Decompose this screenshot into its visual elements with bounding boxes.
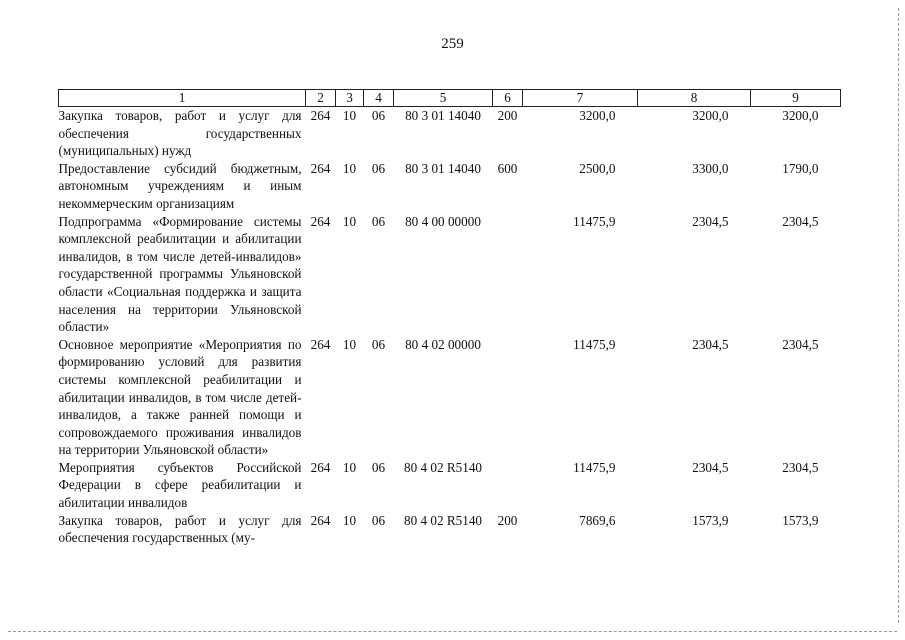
col-4-value: 06 bbox=[371, 160, 386, 176]
page-number: 259 bbox=[441, 36, 464, 52]
col-2-value: 264 bbox=[310, 459, 331, 475]
col-7-amount: 7869,6 bbox=[579, 512, 616, 528]
col-2-value: 264 bbox=[310, 512, 331, 528]
table-row bbox=[59, 160, 841, 213]
col-4-value: 06 bbox=[371, 459, 386, 475]
col-4-value: 06 bbox=[371, 336, 386, 352]
table-row bbox=[59, 459, 841, 512]
col-7-amount: 2500,0 bbox=[579, 160, 616, 176]
col-3-value: 10 bbox=[342, 108, 357, 123]
col-6-value bbox=[493, 459, 523, 512]
col-8-amount: 2304,5 bbox=[692, 459, 729, 475]
column-header: 2 bbox=[306, 90, 336, 107]
column-header: 4 bbox=[364, 90, 394, 107]
column-header: 6 bbox=[493, 90, 523, 107]
col-3-value: 10 bbox=[342, 336, 357, 352]
col-2-value: 264 bbox=[310, 108, 331, 123]
col-7-amount: 11475,9 bbox=[573, 459, 616, 475]
col-6-value: 200 bbox=[497, 512, 518, 528]
col-2-value: 264 bbox=[310, 336, 331, 352]
col-9-amount: 1790,0 bbox=[782, 160, 819, 176]
page-edge-right bbox=[897, 8, 899, 623]
col-4-value: 06 bbox=[371, 213, 386, 229]
table-row bbox=[59, 512, 841, 547]
column-header: 1 bbox=[59, 90, 306, 107]
page-edge-bottom bbox=[8, 630, 897, 632]
col-4-value: 06 bbox=[371, 108, 386, 123]
col-7-amount: 11475,9 bbox=[573, 336, 616, 352]
row-name: Мероприятия субъектов Российской Федерации в сфере реабилитации и абилитации инвалидов bbox=[58, 459, 302, 511]
budget-table bbox=[58, 89, 841, 547]
table-row bbox=[59, 213, 841, 336]
column-header: 9 bbox=[751, 90, 841, 107]
col-9-amount: 2304,5 bbox=[782, 336, 819, 352]
column-header: 7 bbox=[523, 90, 638, 107]
table-body bbox=[59, 107, 841, 547]
row-name: Закупка товаров, работ и услуг для обеспечения государственных (муниципальных) нужд bbox=[58, 108, 302, 159]
col-3-value: 10 bbox=[342, 160, 357, 176]
col-5-code: 80 3 01 14040 bbox=[405, 160, 481, 176]
row-name: Основное мероприятие «Мероприятия по формированию условий для развития системы комплексной реабилитации и абилитации инвалидов, в том числе детей-инвалидов, а также ранней помощи и сопровождаемого проживания инвалидов на территории Ульяновской области» bbox=[58, 336, 302, 458]
col-5-code: 80 4 02 R5140 bbox=[403, 512, 483, 528]
column-header: 5 bbox=[394, 90, 493, 107]
col-5-code: 80 4 02 R5140 bbox=[403, 459, 483, 475]
col-3-value: 10 bbox=[342, 512, 357, 528]
col-4-value: 06 bbox=[371, 512, 386, 528]
col-8-amount: 3300,0 bbox=[692, 160, 729, 176]
row-name: Подпрограмма «Формирование системы комплексной реабилитации и абилитации инвалидов, в том числе детей-инвалидов» государственной программы Ульяновской области «Социальная поддержка и защита населения на территории Ульяновской области» bbox=[58, 213, 302, 335]
col-9-amount: 2304,5 bbox=[782, 213, 819, 229]
col-9-amount: 2304,5 bbox=[782, 459, 819, 475]
column-header-row bbox=[59, 90, 841, 107]
col-5-code: 80 3 01 14040 bbox=[405, 108, 481, 123]
table-row bbox=[59, 107, 841, 160]
col-8-amount: 2304,5 bbox=[692, 213, 729, 229]
row-name: Закупка товаров, работ и услуг для обеспечения государственных (му- bbox=[58, 512, 302, 546]
col-8-amount: 3200,0 bbox=[692, 108, 729, 123]
col-7-amount: 3200,0 bbox=[579, 108, 616, 123]
col-3-value: 10 bbox=[342, 459, 357, 475]
col-2-value: 264 bbox=[310, 160, 331, 176]
col-6-value bbox=[493, 213, 523, 336]
col-8-amount: 2304,5 bbox=[692, 336, 729, 352]
column-header: 8 bbox=[638, 90, 751, 107]
col-6-value bbox=[493, 336, 523, 459]
col-8-amount: 1573,9 bbox=[692, 512, 729, 528]
col-7-amount: 11475,9 bbox=[573, 213, 616, 229]
row-name: Предоставление субсидий бюджетным, автономным учреждениям и иным некоммерческим организациям bbox=[58, 160, 302, 211]
col-6-value: 200 bbox=[497, 108, 518, 123]
col-5-code: 80 4 02 00000 bbox=[405, 336, 481, 352]
table-row bbox=[59, 336, 841, 459]
col-9-amount: 1573,9 bbox=[782, 512, 819, 528]
col-3-value: 10 bbox=[342, 213, 357, 229]
col-2-value: 264 bbox=[310, 213, 331, 229]
col-5-code: 80 4 00 00000 bbox=[405, 213, 481, 229]
col-6-value: 600 bbox=[497, 160, 518, 176]
column-header: 3 bbox=[336, 90, 364, 107]
col-9-amount: 3200,0 bbox=[782, 108, 819, 123]
